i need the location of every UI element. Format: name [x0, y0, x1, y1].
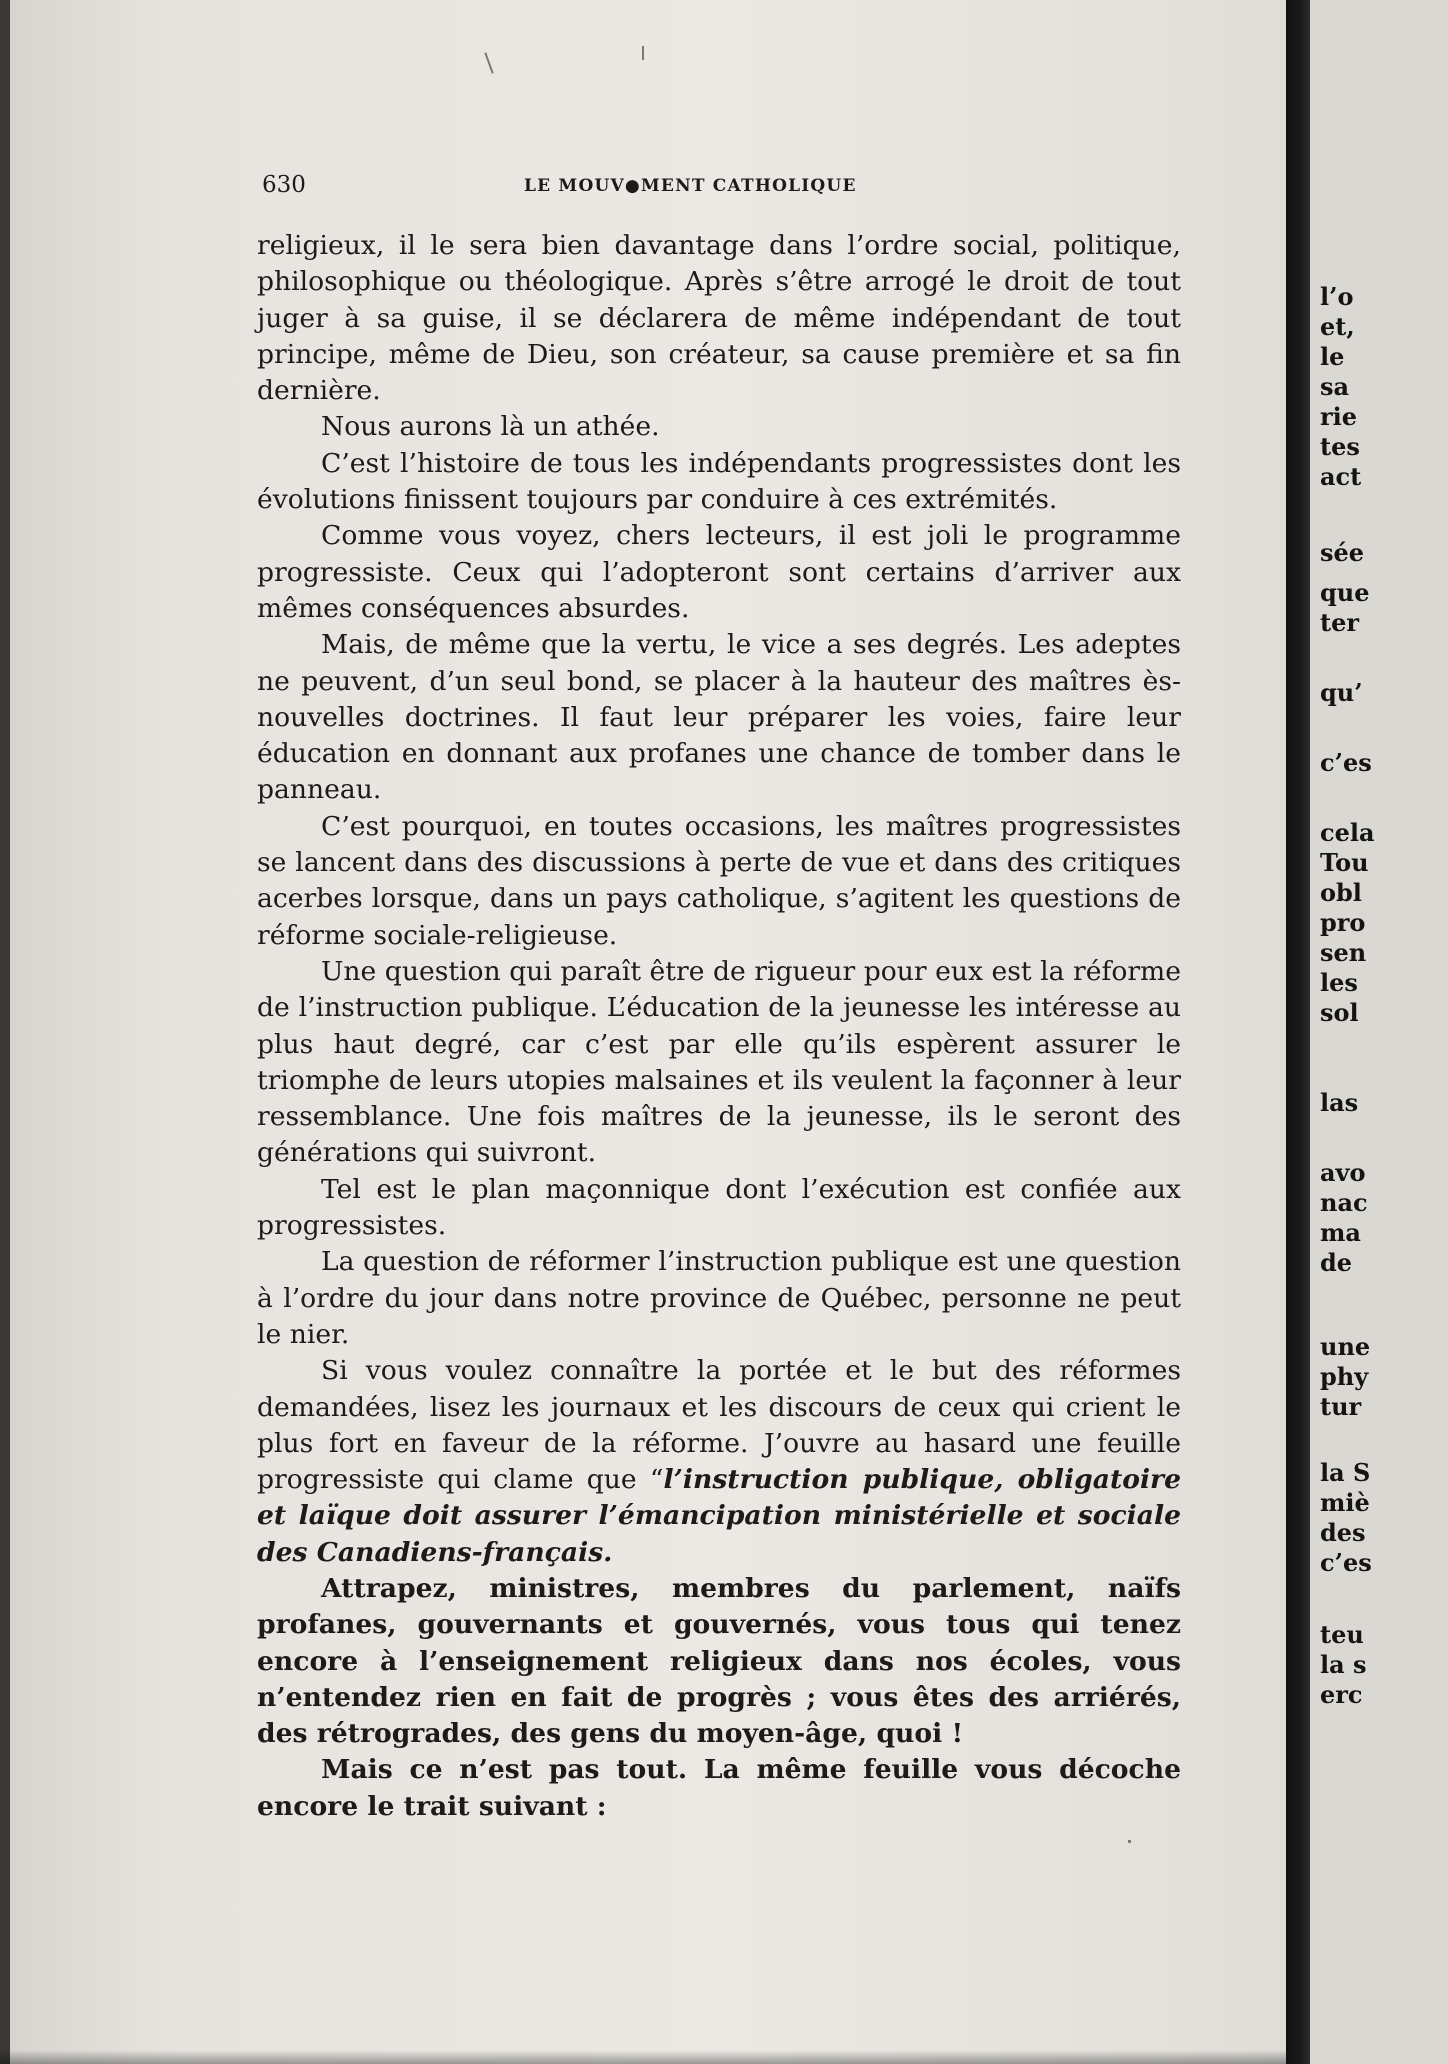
adjacent-page-fragment: tur — [1320, 1392, 1362, 1421]
paragraph-9: La question de réformer l’instruction publique est une question à l’ordre du jour dans notre province de Québec, personne ne peut le nier. — [257, 1246, 1181, 1350]
adjacent-page-fragment: avo — [1320, 1158, 1366, 1187]
adjacent-page-fragment: une — [1320, 1332, 1371, 1361]
paragraph-4: Comme vous voyez, chers lecteurs, il est joli le programme progressiste. Ceux qui l’adopteront sont certains d’arriver aux mêmes conséquences absurdes. — [257, 520, 1181, 624]
book-gutter — [1286, 0, 1310, 2064]
quoted-passage: l’instruction publique, obligatoire et laïque doit assurer l’émancipation ministérielle et sociale des Canadiens-français. — [257, 1464, 1181, 1568]
adjacent-page-fragment: phy — [1320, 1362, 1369, 1391]
adjacent-page-fragment: des — [1320, 1518, 1366, 1547]
page-number: 630 — [262, 172, 306, 198]
paragraph-1: religieux, il le sera bien davantage dans l’ordre social, politique, philosophique ou théologique. Après s’être arrogé le droit de tout juger à sa guise, il se déclarera de même indépendant de tout principe, même de Dieu, son créateur, sa cause première et sa fin dernière. — [257, 230, 1181, 407]
adjacent-page-fragment: le — [1320, 342, 1345, 371]
paragraph-7: Une question qui paraît être de rigueur pour eux est la réforme de l’instruction publique. L’éducation de la jeunesse les intéresse au plus haut degré, car c’est par elle qu’ils espèrent assurer le triomphe de leurs utopies malsaines et ils veulent la façonner à leur ressemblance. Une fois maîtres de la jeunesse, ils le seront des générations qui suivront. — [257, 955, 1181, 1169]
paragraph-11: Attrapez, ministres, membres du parlement, naïfs profanes, gouvernants et gouvernés, vous tous qui tenez encore à l’enseignement religieux dans nos écoles, vous n’entendez rien en fait de progrès ; vous êtes des arriérés, des rétrogrades, des gens du moyen-âge, quoi ! — [257, 1572, 1181, 1750]
paragraph-12: Mais ce n’est pas tout. La même feuille vous décoche encore le trait suivant : — [257, 1754, 1181, 1822]
adjacent-page-fragment: de — [1320, 1248, 1353, 1277]
body-text — [257, 228, 1181, 1825]
adjacent-page — [1310, 0, 1448, 2064]
adjacent-page-fragment: la s — [1320, 1650, 1367, 1679]
adjacent-page-fragment: teu — [1320, 1620, 1364, 1649]
page-header — [262, 172, 1182, 204]
adjacent-page-fragment: la S — [1320, 1458, 1371, 1487]
adjacent-page-fragment: las — [1320, 1088, 1359, 1117]
adjacent-page-fragment: ter — [1320, 608, 1359, 637]
paragraph-10-text: Si vous voulez connaître la portée et le but des réformes demandées, lisez les journaux et les discours de ceux qui crient le plus fort en faveur de la réforme. J’ouvre au hasard une feuille progressiste qui clame que “ — [257, 1355, 1181, 1496]
adjacent-page-fragment: qu’ — [1320, 678, 1363, 707]
adjacent-page-fragment: sée — [1320, 538, 1365, 567]
paragraph-3: C’est l’histoire de tous les indépendants progressistes dont les évolutions finissent toujours par conduire à ces extrémités. — [257, 447, 1181, 516]
adjacent-page-fragment: erc — [1320, 1680, 1363, 1709]
paragraph-6: C’est pourquoi, en toutes occasions, les maîtres progressistes se lancent dans des discussions à perte de vue et dans des critiques acerbes lorsque, dans un pays catholique, s’agitent les questions de réforme sociale-religieuse. — [257, 810, 1181, 951]
adjacent-page-fragment: rie — [1320, 402, 1358, 431]
adjacent-page-fragment: pro — [1320, 908, 1366, 937]
adjacent-page-fragment: sen — [1320, 938, 1367, 967]
adjacent-page-fragment: l’o — [1320, 282, 1354, 311]
scan-left-edge — [0, 0, 10, 2064]
adjacent-page-fragment: miè — [1320, 1488, 1370, 1517]
running-title: LE MOUV●MENT CATHOLIQUE — [524, 176, 857, 196]
scan-speck — [642, 46, 644, 60]
adjacent-page-fragment: et, — [1320, 312, 1355, 341]
adjacent-page-fragment: c’es — [1320, 1548, 1372, 1577]
adjacent-page-fragment: act — [1320, 462, 1362, 491]
adjacent-page-fragment: sa — [1320, 372, 1350, 401]
scan-speck — [1128, 1840, 1131, 1843]
adjacent-page-fragment: c’es — [1320, 748, 1372, 777]
adjacent-page-fragment: tes — [1320, 432, 1360, 461]
paragraph-10 — [257, 1353, 1181, 1571]
adjacent-page-fragment: les — [1320, 968, 1358, 997]
paragraph-8: Tel est le plan maçonnique dont l’exécution est confiée aux progressistes. — [257, 1173, 1181, 1242]
adjacent-page-fragment: sol — [1320, 998, 1359, 1027]
adjacent-page-fragment: que — [1320, 578, 1370, 607]
paragraph-2: Nous aurons là un athée. — [321, 411, 660, 443]
adjacent-page-fragment: cela — [1320, 818, 1375, 847]
paragraph-5: Mais, de même que la vertu, le vice a ses degrés. Les adeptes ne peuvent, d’un seul bond, se placer à la hauteur des maîtres ès-nouvelles doctrines. Il faut leur préparer les voies, faire leur éducation en donnant aux profanes une chance de tomber dans le panneau. — [257, 629, 1181, 806]
adjacent-page-fragment: Tou — [1320, 848, 1369, 877]
scan-bottom-shadow — [0, 2050, 1300, 2064]
adjacent-page-fragment: ma — [1320, 1218, 1361, 1247]
adjacent-page-fragment: nac — [1320, 1188, 1368, 1217]
adjacent-page-fragment: obl — [1320, 878, 1362, 907]
